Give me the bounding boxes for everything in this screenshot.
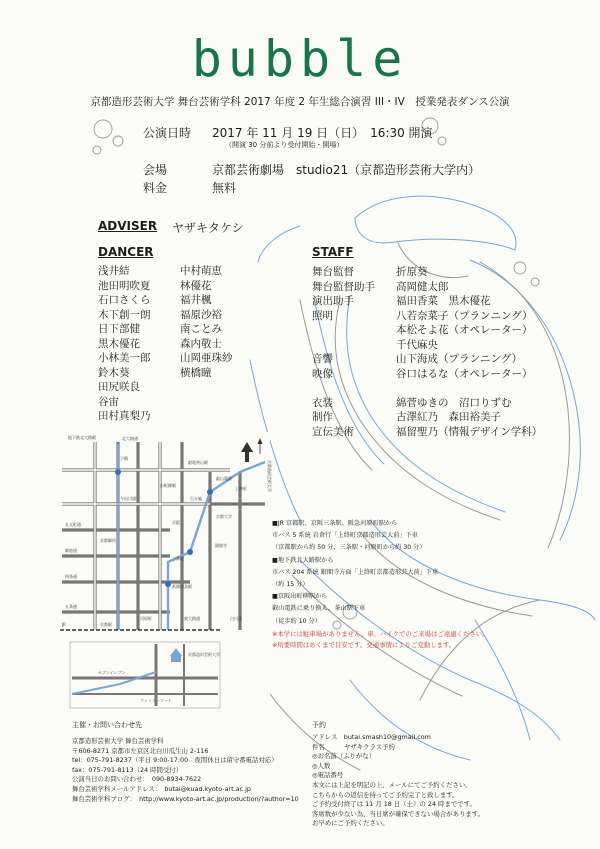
map-label: 百万遍 [190,496,202,501]
reservation-line: アドレス butai.smash10@gmail.com [312,733,431,741]
map-label: 京都造形芸術大学 [267,460,272,492]
contact-heading: 主催・お問い合わせ先 [72,721,142,729]
contact-line: fax：075-791-8113（24 時間受付） [72,765,183,774]
staff-row [312,351,542,366]
map-label: ファミリーマート [140,698,172,703]
reservation-line: ◎お名前（ふりがな） [312,752,376,761]
staff-role: 舞台監督 [312,266,354,278]
dancer-name: 木下創一朗 [98,308,151,321]
staff-role: 舞台監督助手 [312,280,375,293]
dancer-name: 日下部健 [98,323,140,335]
staff-role: 音響 [312,353,333,365]
reservation-line: 客席数が少ない為、当日席が確保できない場合があります。 [312,809,485,818]
access-map [60,432,270,710]
staff-row [312,279,542,294]
access-line: ■京阪出町柳駅から [272,593,328,601]
staff-role: 制作 [312,411,333,423]
contact-line: 公演当日のお問い合わせ： 090-8934-7622 [72,775,202,784]
dancer-name: 中村萌恵 [180,265,222,277]
staff-name: 福留聖乃（情報デザイン学科） [396,425,543,438]
dancer-name: 南ことみ [180,323,222,335]
contact-line: 舞台芸術学科メールアドレス： butai@kuad.kyoto-art.ac.jp [72,784,251,793]
dancer-name: 田村真梨乃 [98,410,151,422]
dancer-name: 森内敬士 [180,337,222,350]
contact-line: 京都造形芸術大学 舞台芸術学科 [72,737,164,745]
access-line: 叡山電鉄に乗り換え、茶山駅下車 [272,605,366,613]
date-label: 公演日時 [143,126,192,140]
map-label: 丸太町通 [65,522,81,527]
station-marker [187,549,193,555]
date-value: 2017 年 11 月 19 日（日） 16:30 開演 [212,126,433,140]
staff-role: 照明 [312,309,333,322]
map-label: セブンイレブン [98,670,126,675]
staff-name: 高岡健太郎 [396,280,449,293]
reservation-line: 件名 ヤザキクラス予約 [312,742,395,751]
reservation-line: ◎人数 [312,761,331,770]
staff-name: 八若奈菜子（プランニング） [396,309,533,322]
venue-value: 京都芸術劇場 studio21（京都造形芸術大学内） [212,163,481,177]
event-title: bubble [191,30,409,88]
time-note: ※所要時間はあくまで目安です。交通事情によりご変動します。 [272,641,456,649]
map-label: 下鴨 [120,456,128,461]
access-line: ■JR 京都駅、京阪三条駅、阪急河原町駅から [272,520,398,527]
map-label: 叡電茶山駅 [188,460,208,465]
staff-name: 千代麻央 [396,338,438,351]
map-label: 地下鉄北大路駅 [68,435,96,440]
staff-row [312,322,542,337]
dancer-name: 鈴木葵 [98,366,130,379]
access-directions [272,518,438,628]
subway-marker [115,469,121,475]
staff-name: 谷口はるな（オペレーター） [396,367,533,380]
dancer-name: 林優花 [180,279,212,292]
station-marker [207,489,213,495]
map-label: 京都駅 [100,622,112,627]
staff-role: 衣装 [312,396,333,409]
staff-row [312,424,542,439]
staff-row [312,409,542,424]
dancer-name: 福原沙裕 [180,308,222,321]
access-line: （徒歩約 10 分） [272,617,321,625]
map-label: 東大路通 [184,616,200,621]
dancer-name: 石口さくら [98,294,151,306]
staff-row [312,264,542,279]
map-label: 出町柳駅 [160,483,176,488]
staff-name: 山下海成（プランニング） [396,353,523,365]
dancer-name: 池田明吹夏 [98,279,151,292]
map-label: 京都造形芸術大学 [188,652,220,657]
access-line: （京都駅から約 50 分、三条駅・河原町から約 30 分） [272,544,426,552]
staff-role: 映像 [312,367,333,380]
map-label: 今出川通 [120,496,136,501]
staff-name: 古澤紅乃 森田裕美子 [396,411,501,423]
contact-block [72,737,299,804]
dancer-name: 山岡亜珠紗 [180,352,233,364]
parking-note: ※本学には駐車場がありません。車、バイクでのご来場はご遠慮ください。 [272,630,489,638]
map-label: 上終町 [235,486,247,491]
staff-row [312,395,542,410]
map-label: 御池通 [65,548,77,553]
access-line: （約 15 分） [272,581,309,589]
map-label: 白川通 [230,616,242,621]
staff-name: 福田香菜 黒木優花 [396,295,491,307]
staff-row [312,293,542,308]
venue-label: 会場 [143,163,168,177]
dancer-name: 福井楓 [180,294,212,306]
map-label: 河原町 [140,616,152,621]
fee-label: 料金 [143,181,168,195]
map-label: 銀閣寺 [215,543,227,548]
adviser-name: ヤザキタケシ [172,221,244,235]
dancer-name: 田尻咲良 [98,381,140,393]
dancer-label: DANCER [98,245,154,259]
contact-line: tel：075-791-8237（平日 9:00-17:00 夜間休日は留守番電話対応） [72,756,278,765]
reservation-line: ご予約受付終了は 11 月 18 日（土）の 24 時までです。 [312,800,476,809]
staff-name: 綿菅ゆきの 沼口りずむ [396,396,512,409]
contact-line: 〒606-8271 京都市左京区北白川瓜生山 2-116 [72,746,209,755]
reservation-heading: 予約 [312,721,326,729]
reservation-line: ◎電話番号 [312,771,344,780]
reservation-block [312,733,484,829]
event-subtitle: 京都造形芸術大学 舞台芸術学科 2017 年度 2 年生総合演習 III・IV 授業発表ダンス公演 [90,96,510,108]
staff-role: 宣伝美術 [312,425,354,438]
dancer-name: 浅井結 [98,265,130,277]
dancer-name: 小林美一郎 [98,352,151,364]
reservation-line: お早めにご予約ください。 [312,819,389,828]
reservation-line: 本文には上記を明記の上、メールにてご予約ください。 [312,780,472,789]
access-line: 市バス 5 系統 岩倉行「上終町京都造形芸大前」下車 [272,532,418,540]
dancer-name: 横橋瞳 [180,366,212,379]
access-line: 市バス 204 系統 銀閣寺方面「上終町京都造形芸大前」下車 [272,568,439,576]
reservation-line: こちらからの返信を持ってご予約完了と致します。 [312,790,459,799]
map-label: 五条通 [65,604,77,609]
map-label: 北大路通 [122,436,138,441]
adviser-label: ADVISER [98,219,158,233]
map-label: JR [62,622,66,627]
contact-line: 舞台芸術学科ブログ： http://www.kyoto-art.ac.jp/production/?author=10 [72,794,299,803]
dancer-name: 黒木優花 [98,337,140,350]
staff-row [312,308,542,323]
map-label: 叡山電鉄 [216,476,232,481]
dancer-list-col1 [98,264,151,424]
map-label: 祇園四条駅 [172,584,192,589]
map-label: 四条通 [65,574,77,579]
staff-list [312,264,542,438]
staff-name: 折原葵 [396,266,428,278]
access-notes [272,629,489,651]
map-label: 京都御所 [100,538,116,543]
map-label: 京都大学 [216,514,232,519]
map-label: 三条駅 [172,556,184,561]
dancer-list-col2 [180,264,233,380]
access-line: ■地下鉄北大路駅から [272,556,334,564]
date-note: （開演 30 分前より受付開始・開場） [225,141,344,149]
staff-row [312,380,542,395]
staff-role: 演出助手 [312,295,354,307]
staff-row [312,366,542,381]
staff-label: STAFF [312,245,354,259]
dancer-name: 谷宙 [98,395,119,408]
staff-name: 本松そよ花（オペレーター） [396,324,533,336]
fee-value: 無料 [212,181,237,195]
staff-row [312,337,542,352]
station-marker [165,581,171,587]
map-label: 京阪 [172,520,180,525]
